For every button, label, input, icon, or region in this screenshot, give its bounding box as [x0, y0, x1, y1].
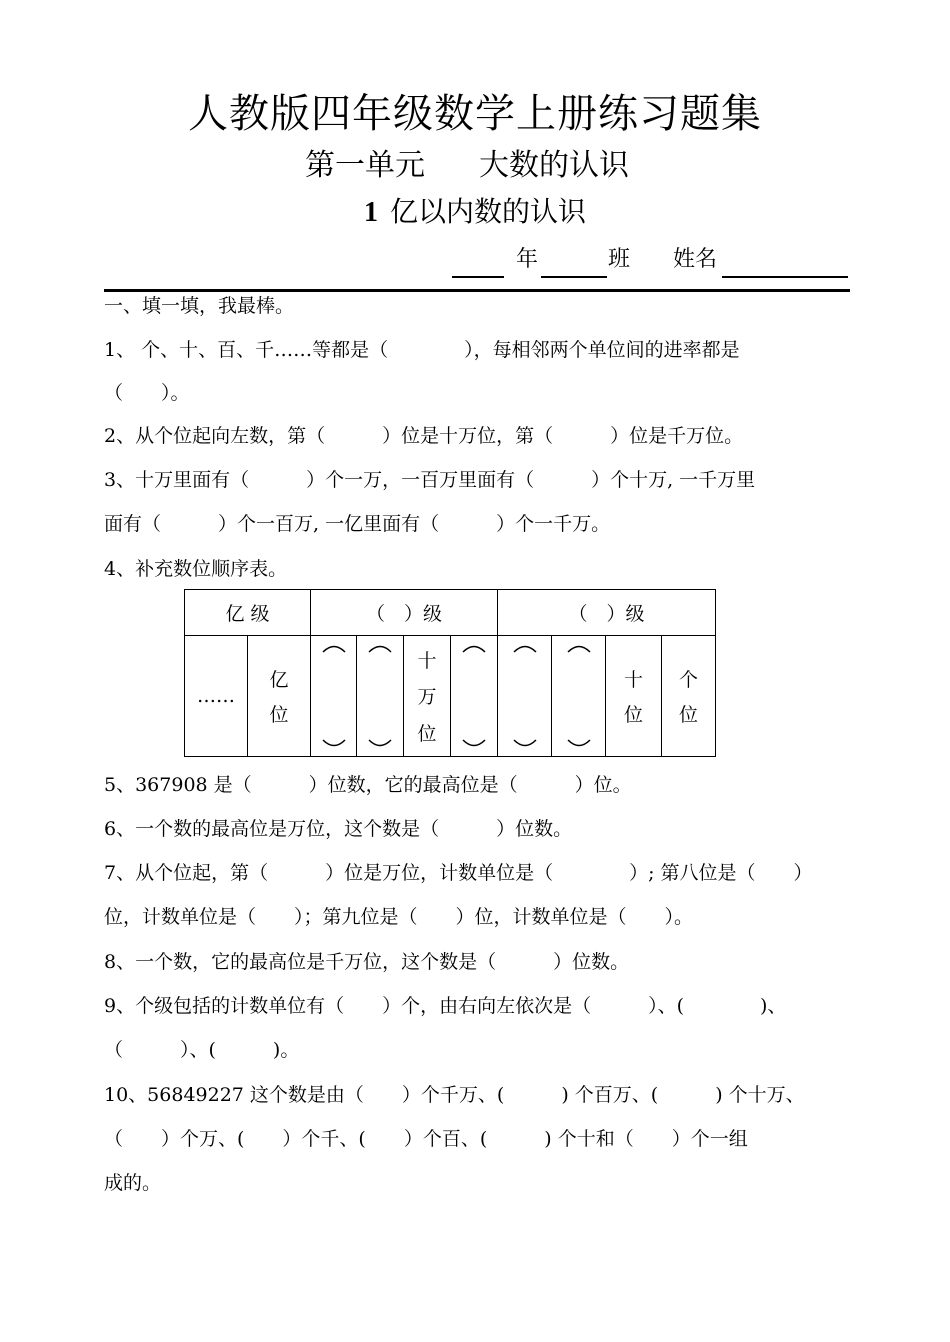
shiwan-char-2: 万: [417, 686, 437, 709]
grade-label: 年: [516, 247, 539, 272]
blank-place-wan[interactable]: [451, 636, 498, 757]
question-3-line-2: 面有（ ）个一百万, 一亿里面有（ ）个一千万。: [104, 513, 611, 535]
question-7-line-1: 7、从个位起，第（ ）位是万位，计数单位是（ ）; 第八位是（ ）: [104, 862, 813, 884]
close-paren-arc-icon: [512, 739, 538, 749]
shi-char-1: 十: [624, 669, 644, 691]
open-paren-arc-icon: [512, 643, 538, 653]
page-title: 人教版四年级数学上册练习题集: [188, 91, 762, 137]
question-9-line-1: 9、个级包括的计数单位有（ ）个，由右向左依次是（ ）、( )、: [104, 995, 787, 1017]
blank-place-qianwan[interactable]: [311, 636, 357, 757]
question-3-line-1: 3、十万里面有（ ）个一万，一百万里面有（ ）个十万, 一千万里: [104, 469, 756, 491]
lesson-title: 亿以内数的认识: [389, 195, 586, 228]
shi-place-cell: [606, 636, 662, 757]
section-heading: 一、填一填，我最棒。: [104, 295, 295, 317]
question-2: 2、从个位起向左数，第（ ）位是十万位，第（ ）位是千万位。: [104, 425, 744, 447]
class-label: 班: [608, 247, 631, 272]
ge-char-2: 位: [679, 704, 699, 726]
question-6: 6、一个数的最高位是万位，这个数是（ ）位数。: [104, 818, 573, 840]
yi-char-2: 位: [269, 704, 289, 726]
question-10-line-2: （ ）个万、( ）个千、( ）个百、( ) 个十和（ ）个一组: [104, 1128, 748, 1150]
level-yi-header: 亿 级: [185, 590, 311, 636]
ge-place-cell: [662, 636, 716, 757]
shiwan-char-1: 十: [417, 649, 437, 672]
blank-place-bai[interactable]: [552, 636, 606, 757]
question-4: 4、补充数位顺序表。: [104, 558, 288, 580]
dots-cell: ……: [185, 636, 248, 757]
unit-name: 大数的认识: [479, 148, 629, 183]
lesson-heading: [0, 190, 950, 230]
level-ge-header: （ ）级: [498, 590, 716, 636]
lesson-number: 1: [363, 197, 378, 228]
question-8: 8、一个数，它的最高位是千万位，这个数是（ ）位数。: [104, 951, 630, 973]
yi-char-1: 亿: [269, 669, 289, 691]
open-paren-arc-icon: [321, 643, 347, 653]
shi-char-2: 位: [624, 704, 644, 726]
question-1-line-2: （ ）。: [104, 382, 190, 404]
blank-place-qian[interactable]: [498, 636, 552, 757]
blank-place-baiwan[interactable]: [357, 636, 404, 757]
open-paren-arc-icon: [367, 643, 393, 653]
question-10-line-1: 10、56849227 这个数是由（ ）个千万、( ) 个百万、( ) 个十万、: [104, 1084, 805, 1106]
unit-number: 第一单元: [305, 148, 425, 183]
grade-blank[interactable]: [452, 246, 504, 278]
question-10-line-3: 成的。: [104, 1172, 162, 1194]
open-paren-arc-icon: [461, 643, 487, 653]
shiwan-place-cell: [404, 636, 451, 757]
question-9-line-2: （ ）、( )。: [104, 1039, 300, 1061]
name-blank[interactable]: [722, 246, 848, 278]
unit-heading: [305, 140, 629, 184]
yi-place-cell: [248, 636, 311, 757]
question-7-line-2: 位，计数单位是（ ）；第九位是（ ）位，计数单位是（ ）。: [104, 906, 694, 928]
header-divider: [104, 289, 850, 292]
close-paren-arc-icon: [367, 739, 393, 749]
level-wan-header: （ ）级: [311, 590, 498, 636]
class-blank[interactable]: [541, 246, 607, 278]
name-label: 姓名: [673, 247, 718, 272]
place-value-table: [184, 589, 716, 757]
shiwan-char-3: 位: [417, 723, 437, 746]
question-5: 5、367908 是（ ）位数，它的最高位是（ ）位。: [104, 774, 632, 796]
open-paren-arc-icon: [566, 643, 592, 653]
close-paren-arc-icon: [566, 739, 592, 749]
close-paren-arc-icon: [321, 739, 347, 749]
question-1-line-1: 1、 个、十、百、千……等都是（ ），每相邻两个单位间的进率都是: [104, 339, 740, 361]
close-paren-arc-icon: [461, 739, 487, 749]
ge-char-1: 个: [679, 669, 699, 691]
